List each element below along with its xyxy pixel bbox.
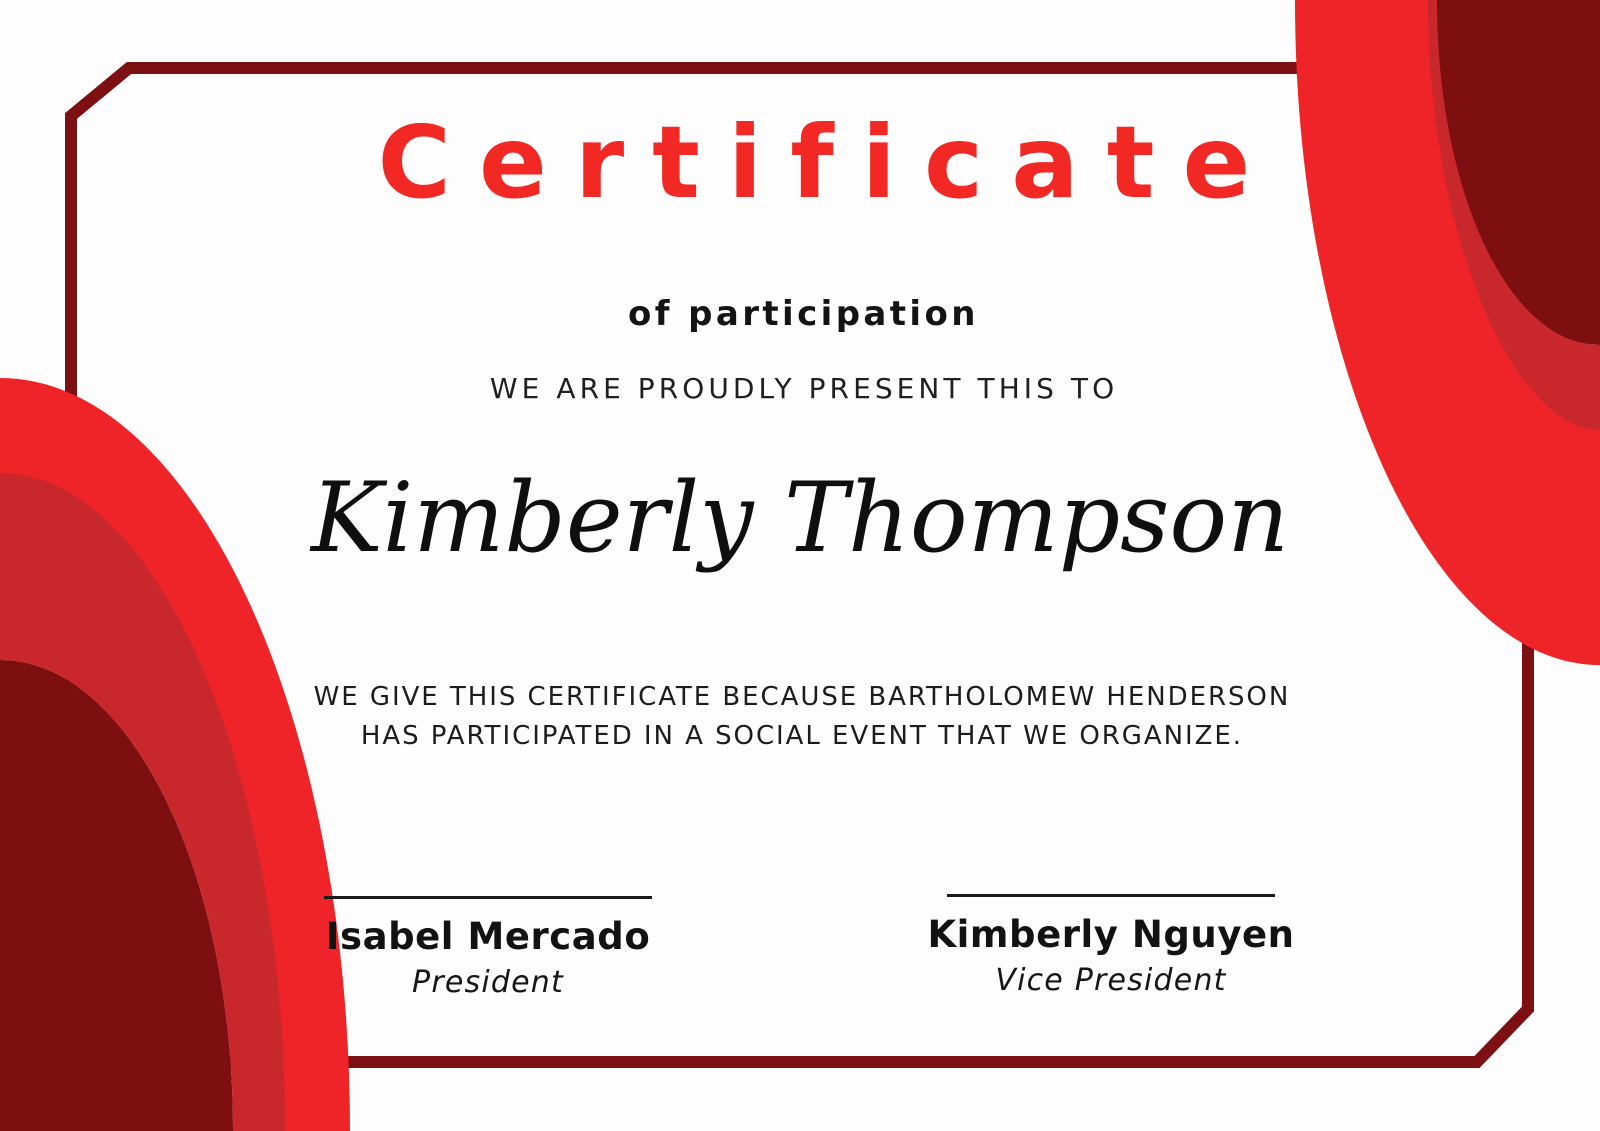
signature-block-vice-president: [901, 894, 1321, 998]
recipient-name: Kimberly Thompson: [310, 462, 1290, 574]
signatory-title: Vice President: [995, 963, 1227, 998]
signatory-title: President: [412, 965, 564, 1000]
signatory-name: Kimberly Nguyen: [927, 913, 1295, 956]
certificate-subtitle: of participation: [627, 294, 979, 334]
certificate-body: [0, 678, 1600, 756]
body-line-2: HAS PARTICIPATED IN A SOCIAL EVENT THAT WE ORGANIZE.: [360, 721, 1243, 751]
certificate-title: Certificate: [377, 104, 1279, 221]
signature-block-president: [278, 896, 698, 1000]
signature-line: [324, 896, 652, 899]
signatory-name: Isabel Mercado: [325, 915, 651, 958]
body-line-1: WE GIVE THIS CERTIFICATE BECAUSE BARTHOLOMEW HENDERSON: [313, 682, 1291, 712]
presentation-line: WE ARE PROUDLY PRESENT THIS TO: [489, 372, 1119, 405]
signature-line: [947, 894, 1275, 897]
